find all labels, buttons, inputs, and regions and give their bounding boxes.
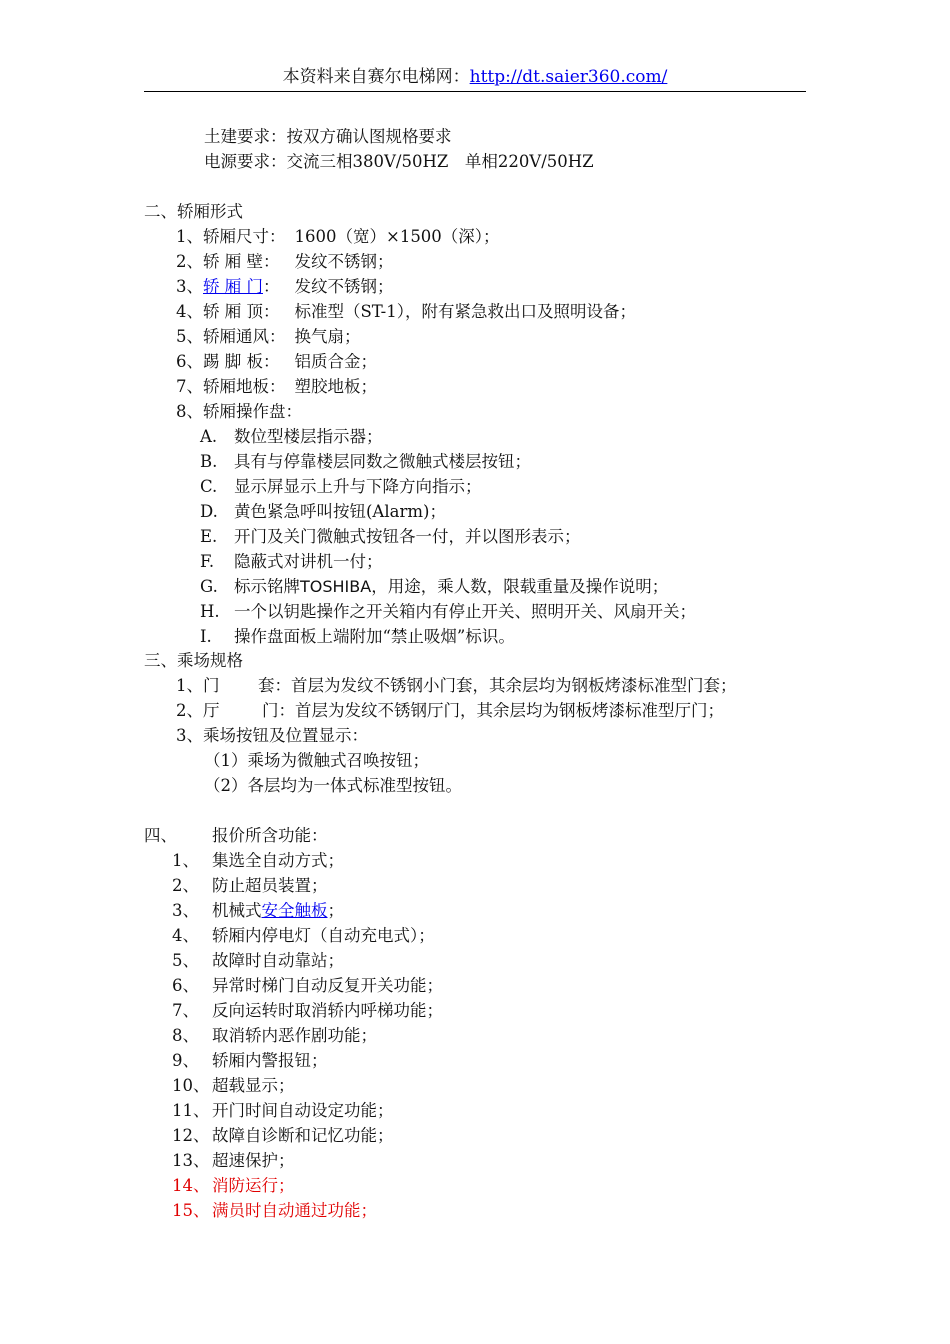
panel-item-text: 标示铭牌 xyxy=(234,577,300,596)
car-item-label: 1、轿厢尺寸： xyxy=(176,227,286,246)
function-text: 防止超员装置； xyxy=(212,876,328,895)
function-item-highlighted xyxy=(172,1198,377,1223)
panel-item-text: 黄色紧急呼叫按钮(Alarm)； xyxy=(234,502,446,521)
function-text: 取消轿内恶作剧功能； xyxy=(212,1026,377,1045)
function-item xyxy=(172,1148,295,1173)
panel-item xyxy=(200,449,531,474)
panel-item-letter: H. xyxy=(200,602,220,621)
car-door-link[interactable]: 轿 厢 门 xyxy=(203,277,263,296)
panel-item-text: 具有与停靠楼层同数之微触式楼层按钮； xyxy=(234,452,531,471)
car-item-value: 铝质合金； xyxy=(294,352,377,371)
car-item-value: 换气扇； xyxy=(294,327,361,346)
car-item xyxy=(176,349,377,374)
panel-item-letter: A. xyxy=(200,427,218,446)
function-number: 13、 xyxy=(172,1151,210,1170)
function-number: 14、 xyxy=(172,1176,210,1195)
landing-item xyxy=(176,723,368,748)
brand-name: TOSHIBA xyxy=(300,577,372,596)
car-item-label: 2、轿 厢 壁： xyxy=(176,252,280,271)
panel-item-letter: I. xyxy=(200,627,212,646)
car-item xyxy=(176,274,394,299)
car-item-colon: ： xyxy=(263,277,280,296)
header-prefix: 本资料来自赛尔电梯网： xyxy=(282,67,470,87)
car-item xyxy=(176,399,302,424)
function-text: 异常时梯门自动反复开关功能； xyxy=(212,976,443,995)
panel-item-text: 数位型楼层指示器； xyxy=(234,427,383,446)
power-requirement: 电源要求：交流三相380V/50HZ 单相220V/50HZ xyxy=(204,152,594,171)
function-number: 5、 xyxy=(172,951,199,970)
car-item-label xyxy=(176,274,284,299)
function-number: 3、 xyxy=(172,901,199,920)
panel-item-letter: G. xyxy=(200,577,218,596)
landing-item-label: 3、乘场按钮及位置显示： xyxy=(176,726,368,745)
section-title: 报价所含功能： xyxy=(212,826,328,845)
section-number: 四、 xyxy=(144,826,177,845)
function-text: 故障时自动靠站； xyxy=(212,951,344,970)
function-text: 满员时自动通过功能； xyxy=(212,1201,377,1220)
panel-item-letter: D. xyxy=(200,502,218,521)
panel-item xyxy=(200,624,515,649)
panel-item-letter: C. xyxy=(200,477,218,496)
car-item-label: 7、轿厢地板： xyxy=(176,377,286,396)
panel-item-text: 开门及关门微触式按钮各一付，并以图形表示； xyxy=(234,527,581,546)
car-item xyxy=(176,224,500,249)
car-item-value: 1600（宽）×1500（深）； xyxy=(294,227,500,246)
function-item xyxy=(172,1073,295,1098)
function-item xyxy=(172,1098,394,1123)
header-divider xyxy=(144,91,806,92)
landing-item-value: 套：首层为发纹不锈钢小门套，其余层均为钢板烤漆标准型门套； xyxy=(258,676,737,695)
function-number: 11、 xyxy=(172,1101,210,1120)
car-item-label: 4、轿 厢 顶： xyxy=(176,302,280,321)
car-item xyxy=(176,299,636,324)
panel-item-text: 一个以钥匙操作之开关箱内有停止开关、照明开关、风扇开关； xyxy=(234,602,696,621)
panel-item xyxy=(200,574,668,599)
landing-sub-item: （2）各层均为一体式标准型按钮。 xyxy=(204,776,462,795)
function-number: 12、 xyxy=(172,1126,210,1145)
function-item-highlighted xyxy=(172,1173,295,1198)
car-item-label: 6、踢 脚 板： xyxy=(176,352,280,371)
function-text: 消防运行； xyxy=(212,1176,295,1195)
function-text: 故障自诊断和记忆功能； xyxy=(212,1126,394,1145)
panel-item-letter: E. xyxy=(200,527,218,546)
car-item-value: 塑胶地板； xyxy=(294,377,377,396)
car-item xyxy=(176,249,394,274)
function-item xyxy=(172,1123,394,1148)
function-item xyxy=(172,973,443,998)
landing-sub-item: （1）乘场为微触式召唤按钮； xyxy=(204,751,429,770)
landing-item xyxy=(176,698,724,723)
panel-item-text: 显示屏显示上升与下降方向指示； xyxy=(234,477,482,496)
function-number: 9、 xyxy=(172,1051,199,1070)
car-item-label: 8、轿厢操作盘： xyxy=(176,402,302,421)
function-text: 开门时间自动设定功能； xyxy=(212,1101,394,1120)
safety-edge-link[interactable]: 安全触板 xyxy=(261,901,328,920)
panel-item-text: 隐蔽式对讲机一付； xyxy=(234,552,383,571)
function-number: 8、 xyxy=(172,1026,199,1045)
section-heading-landing: 三、乘场规格 xyxy=(144,651,243,670)
civil-requirement: 土建要求：按双方确认图规格要求 xyxy=(204,127,452,146)
function-number: 6、 xyxy=(172,976,199,995)
function-text: 轿厢内停电灯（自动充电式）； xyxy=(212,926,435,945)
page-header xyxy=(144,64,806,90)
function-number: 4、 xyxy=(172,926,199,945)
panel-item xyxy=(200,524,581,549)
panel-item xyxy=(200,474,482,499)
panel-item xyxy=(200,499,446,524)
landing-item-value: 门：首层为发纹不锈钢厅门，其余层均为钢板烤漆标准型厅门； xyxy=(262,701,724,720)
function-text: 轿厢内警报钮； xyxy=(212,1051,328,1070)
function-text: 反向运转时取消轿内呼梯功能； xyxy=(212,1001,443,1020)
function-number: 10、 xyxy=(172,1076,210,1095)
function-text: ； xyxy=(327,901,344,920)
function-item xyxy=(172,948,344,973)
car-item xyxy=(176,324,361,349)
section-heading-car: 二、轿厢形式 xyxy=(144,202,243,221)
function-item xyxy=(172,898,344,923)
function-number: 2、 xyxy=(172,876,199,895)
landing-item-label: 2、厅 xyxy=(176,701,220,720)
car-item-label: 5、轿厢通风： xyxy=(176,327,286,346)
panel-item xyxy=(200,424,383,449)
function-item xyxy=(172,998,443,1023)
car-item-number: 3、 xyxy=(176,277,203,296)
panel-item-letter: B. xyxy=(200,452,218,471)
header-link[interactable]: http://dt.saier360.com/ xyxy=(469,67,668,87)
landing-item xyxy=(176,673,737,698)
function-item xyxy=(172,1048,328,1073)
function-text: 超速保护； xyxy=(212,1151,295,1170)
function-text: 超载显示； xyxy=(212,1076,295,1095)
panel-item xyxy=(200,599,696,624)
panel-item xyxy=(200,549,383,574)
car-item-value: 发纹不锈钢； xyxy=(294,277,394,296)
car-item-value: 标准型（ST-1），附有紧急救出口及照明设备； xyxy=(294,302,637,321)
landing-item-label: 1、门 xyxy=(176,676,220,695)
function-text: 集选全自动方式； xyxy=(212,851,344,870)
panel-item-text: 操作盘面板上端附加“禁止吸烟”标识。 xyxy=(234,627,515,646)
function-item xyxy=(172,873,328,898)
function-item xyxy=(172,923,435,948)
function-text: 机械式 xyxy=(212,901,262,920)
function-number: 15、 xyxy=(172,1201,210,1220)
car-item-value: 发纹不锈钢； xyxy=(294,252,394,271)
function-item xyxy=(172,848,344,873)
car-item xyxy=(176,374,377,399)
panel-item-text: ，用途，乘人数，限载重量及操作说明； xyxy=(371,577,669,596)
function-number: 1、 xyxy=(172,851,199,870)
panel-item-letter: F. xyxy=(200,552,215,571)
function-number: 7、 xyxy=(172,1001,199,1020)
function-item xyxy=(172,1023,377,1048)
section-heading-functions xyxy=(144,823,328,848)
